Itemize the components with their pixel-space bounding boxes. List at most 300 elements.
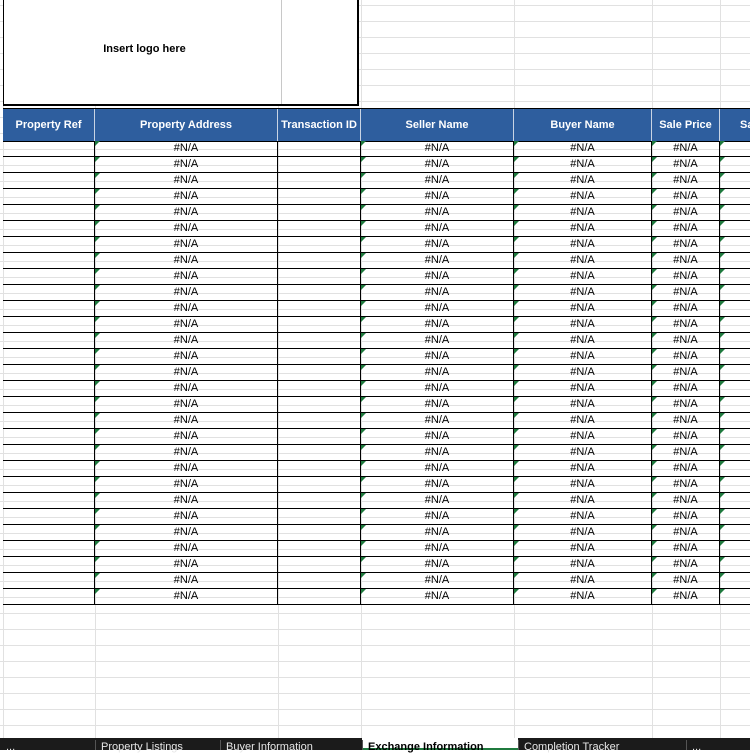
error-indicator-icon: [514, 461, 519, 466]
table-cell[interactable]: [720, 445, 750, 460]
table-cell[interactable]: [514, 589, 652, 604]
table-cell[interactable]: [3, 589, 95, 604]
table-cell[interactable]: [3, 557, 95, 572]
cell-value: #N/A: [424, 174, 450, 186]
table-cell[interactable]: [95, 541, 278, 556]
table-cell[interactable]: [720, 381, 750, 396]
table-row: [3, 285, 750, 301]
table-cell[interactable]: [95, 365, 278, 380]
table-cell[interactable]: [361, 557, 514, 572]
table-cell[interactable]: [95, 301, 278, 316]
error-indicator-icon: [514, 477, 519, 482]
table-cell[interactable]: [514, 525, 652, 540]
table-cell[interactable]: [3, 253, 95, 268]
table-cell[interactable]: [720, 189, 750, 204]
table-cell[interactable]: [3, 141, 95, 156]
table-cell[interactable]: [278, 173, 361, 188]
table-cell[interactable]: [720, 157, 750, 172]
table-cell[interactable]: [361, 541, 514, 556]
sheet-tab[interactable]: ...: [6, 741, 16, 753]
table-cell[interactable]: [3, 573, 95, 588]
error-indicator-icon: [361, 525, 366, 530]
table-cell[interactable]: [361, 141, 514, 156]
table-cell[interactable]: [720, 317, 750, 332]
gridline-horizontal: [0, 677, 750, 678]
table-cell[interactable]: [720, 461, 750, 476]
table-cell[interactable]: [3, 445, 95, 460]
table-cell[interactable]: [278, 349, 361, 364]
header-cell[interactable]: Property Ref: [3, 109, 95, 141]
header-cell[interactable]: Seller Name: [361, 109, 514, 141]
cell-value: #N/A: [673, 222, 698, 234]
header-cell[interactable]: Buyer Name: [514, 109, 652, 141]
table-cell[interactable]: [95, 573, 278, 588]
table-cell[interactable]: [95, 221, 278, 236]
table-cell[interactable]: [720, 301, 750, 316]
table-cell[interactable]: [652, 573, 720, 588]
logo-box[interactable]: [3, 0, 359, 106]
table-cell[interactable]: [278, 477, 361, 492]
table-cell[interactable]: [3, 157, 95, 172]
table-cell[interactable]: [361, 317, 514, 332]
table-cell[interactable]: [361, 381, 514, 396]
error-indicator-icon: [720, 509, 725, 514]
error-indicator-icon: [652, 525, 657, 530]
table-cell[interactable]: [361, 493, 514, 508]
table-cell[interactable]: [95, 525, 278, 540]
cell-value: #N/A: [673, 398, 698, 410]
table-cell[interactable]: [514, 173, 652, 188]
table-cell[interactable]: [720, 269, 750, 284]
table-cell[interactable]: [652, 365, 720, 380]
table-cell[interactable]: [514, 445, 652, 460]
table-cell[interactable]: [652, 589, 720, 604]
cell-value: #N/A: [173, 270, 199, 282]
cell-value: #N/A: [173, 430, 199, 442]
error-indicator-icon: [95, 557, 100, 562]
cell-value: #N/A: [570, 222, 595, 234]
table-cell[interactable]: [278, 445, 361, 460]
table-cell[interactable]: [278, 541, 361, 556]
table-cell[interactable]: [361, 413, 514, 428]
table-cell[interactable]: [361, 573, 514, 588]
table-cell[interactable]: [514, 333, 652, 348]
header-cell[interactable]: Sale Price: [652, 109, 720, 141]
table-cell[interactable]: [95, 397, 278, 412]
table-cell[interactable]: [652, 237, 720, 252]
table-cell[interactable]: [361, 365, 514, 380]
table-cell[interactable]: [514, 269, 652, 284]
table-cell[interactable]: [278, 509, 361, 524]
table-cell[interactable]: [514, 365, 652, 380]
error-indicator-icon: [361, 493, 366, 498]
table-cell[interactable]: [95, 557, 278, 572]
table-cell[interactable]: [3, 541, 95, 556]
error-indicator-icon: [652, 461, 657, 466]
table-cell[interactable]: [652, 317, 720, 332]
error-indicator-icon: [514, 253, 519, 258]
table-cell[interactable]: [95, 509, 278, 524]
table-row: [3, 381, 750, 397]
table-cell[interactable]: [361, 253, 514, 268]
table-cell[interactable]: [3, 317, 95, 332]
cell-value: #N/A: [424, 254, 450, 266]
table-cell[interactable]: [3, 365, 95, 380]
table-cell[interactable]: [95, 381, 278, 396]
table-cell[interactable]: [95, 461, 278, 476]
table-cell[interactable]: [278, 429, 361, 444]
table-cell[interactable]: [3, 349, 95, 364]
table-cell[interactable]: [361, 269, 514, 284]
cell-value: #N/A: [673, 430, 698, 442]
table-cell[interactable]: [3, 461, 95, 476]
table-cell[interactable]: [514, 477, 652, 492]
table-cell[interactable]: [278, 365, 361, 380]
table-header: [3, 108, 753, 142]
table-cell[interactable]: [514, 573, 652, 588]
table-cell[interactable]: [278, 493, 361, 508]
table-cell[interactable]: [278, 221, 361, 236]
table-cell[interactable]: [652, 493, 720, 508]
table-cell[interactable]: [720, 253, 750, 268]
error-indicator-icon: [361, 333, 366, 338]
table-cell[interactable]: [278, 317, 361, 332]
table-cell[interactable]: [720, 429, 750, 444]
table-cell[interactable]: [514, 141, 652, 156]
table-cell[interactable]: [278, 285, 361, 300]
table-cell[interactable]: [720, 173, 750, 188]
error-indicator-icon: [720, 381, 725, 386]
error-indicator-icon: [514, 429, 519, 434]
table-cell[interactable]: [652, 173, 720, 188]
table-cell[interactable]: [3, 173, 95, 188]
table-cell[interactable]: [720, 541, 750, 556]
table-cell[interactable]: [278, 333, 361, 348]
error-indicator-icon: [361, 317, 366, 322]
table-cell[interactable]: [3, 205, 95, 220]
table-cell[interactable]: [514, 493, 652, 508]
cell-value: #N/A: [673, 462, 698, 474]
error-indicator-icon: [361, 429, 366, 434]
table-cell[interactable]: [514, 301, 652, 316]
error-indicator-icon: [720, 349, 725, 354]
cell-value: #N/A: [570, 286, 595, 298]
table-cell[interactable]: [361, 301, 514, 316]
table-cell[interactable]: [720, 477, 750, 492]
table-cell[interactable]: [95, 237, 278, 252]
table-cell[interactable]: [361, 397, 514, 412]
table-cell[interactable]: [278, 253, 361, 268]
table-cell[interactable]: [720, 237, 750, 252]
error-indicator-icon: [720, 397, 725, 402]
table-cell[interactable]: [720, 349, 750, 364]
table-cell[interactable]: [278, 141, 361, 156]
table-cell[interactable]: [95, 173, 278, 188]
table-cell[interactable]: [95, 445, 278, 460]
table-cell[interactable]: [514, 349, 652, 364]
table-cell[interactable]: [652, 253, 720, 268]
error-indicator-icon: [95, 509, 100, 514]
table-cell[interactable]: [278, 397, 361, 412]
cell-value: #N/A: [570, 334, 595, 346]
table-row: [3, 141, 750, 157]
table-cell[interactable]: [514, 205, 652, 220]
table-cell[interactable]: [514, 253, 652, 268]
error-indicator-icon: [361, 253, 366, 258]
table-cell[interactable]: [652, 525, 720, 540]
table-cell[interactable]: [361, 445, 514, 460]
table-cell[interactable]: [652, 285, 720, 300]
table-row: [3, 237, 750, 253]
table-cell[interactable]: [278, 525, 361, 540]
header-cell[interactable]: Transaction ID: [278, 109, 361, 141]
error-indicator-icon: [361, 157, 366, 162]
table-cell[interactable]: [652, 205, 720, 220]
table-cell[interactable]: [514, 413, 652, 428]
table-cell[interactable]: [652, 349, 720, 364]
error-indicator-icon: [652, 509, 657, 514]
table-cell[interactable]: [278, 301, 361, 316]
table-cell[interactable]: [514, 221, 652, 236]
table-cell[interactable]: [3, 285, 95, 300]
table-cell[interactable]: [514, 461, 652, 476]
table-cell[interactable]: [514, 157, 652, 172]
error-indicator-icon: [652, 445, 657, 450]
table-cell[interactable]: [361, 525, 514, 540]
table-cell[interactable]: [3, 525, 95, 540]
table-cell[interactable]: [652, 461, 720, 476]
table-row: [3, 557, 750, 573]
tab-separator: [95, 740, 96, 750]
table-cell[interactable]: [514, 189, 652, 204]
error-indicator-icon: [361, 349, 366, 354]
table-cell[interactable]: [720, 333, 750, 348]
table-cell[interactable]: [720, 365, 750, 380]
table-cell[interactable]: [514, 237, 652, 252]
table-cell[interactable]: [361, 429, 514, 444]
cell-value: #N/A: [570, 270, 595, 282]
table-cell[interactable]: [652, 333, 720, 348]
table-cell[interactable]: [278, 557, 361, 572]
table-cell[interactable]: [720, 509, 750, 524]
table-cell[interactable]: [3, 477, 95, 492]
table-cell[interactable]: [720, 413, 750, 428]
cell-value: #N/A: [424, 574, 450, 586]
table-cell[interactable]: [652, 541, 720, 556]
cell-value: #N/A: [673, 334, 698, 346]
table-cell[interactable]: [95, 141, 278, 156]
sheet-tab[interactable]: Property Listings: [101, 741, 183, 753]
error-indicator-icon: [514, 365, 519, 370]
error-indicator-icon: [652, 205, 657, 210]
table-cell[interactable]: [3, 237, 95, 252]
header-cell[interactable]: Sa: [740, 119, 753, 131]
sheet-tab[interactable]: ...: [692, 741, 702, 753]
table-cell[interactable]: [720, 221, 750, 236]
sheet-tab[interactable]: Buyer Information: [226, 741, 313, 753]
cell-value: #N/A: [173, 254, 199, 266]
table-cell[interactable]: [3, 269, 95, 284]
cell-value: #N/A: [173, 462, 199, 474]
table-cell[interactable]: [361, 205, 514, 220]
table-cell[interactable]: [278, 269, 361, 284]
table-cell[interactable]: [514, 381, 652, 396]
table-cell[interactable]: [3, 301, 95, 316]
table-cell[interactable]: [720, 557, 750, 572]
table-cell[interactable]: [652, 141, 720, 156]
table-cell[interactable]: [720, 285, 750, 300]
table-cell[interactable]: [361, 589, 514, 604]
table-cell[interactable]: [278, 189, 361, 204]
cell-value: #N/A: [673, 366, 698, 378]
cell-value: #N/A: [570, 206, 595, 218]
table-row: [3, 365, 750, 381]
table-cell[interactable]: [3, 429, 95, 444]
table-cell[interactable]: [720, 573, 750, 588]
error-indicator-icon: [361, 301, 366, 306]
cell-value: #N/A: [173, 574, 199, 586]
table-cell[interactable]: [95, 189, 278, 204]
table-cell[interactable]: [361, 285, 514, 300]
table-cell[interactable]: [3, 509, 95, 524]
table-cell[interactable]: [361, 509, 514, 524]
table-cell[interactable]: [361, 461, 514, 476]
error-indicator-icon: [652, 365, 657, 370]
table-cell[interactable]: [3, 381, 95, 396]
table-cell[interactable]: [95, 413, 278, 428]
table-cell[interactable]: [652, 445, 720, 460]
tab-separator: [686, 740, 687, 750]
table-cell[interactable]: [720, 525, 750, 540]
table-cell[interactable]: [361, 333, 514, 348]
table-cell[interactable]: [361, 221, 514, 236]
cell-value: #N/A: [424, 366, 450, 378]
table-cell[interactable]: [361, 237, 514, 252]
table-cell[interactable]: [278, 157, 361, 172]
table-cell[interactable]: [652, 477, 720, 492]
table-cell[interactable]: [514, 317, 652, 332]
sheet-tab[interactable]: Exchange Information: [362, 738, 518, 750]
table-cell[interactable]: [95, 349, 278, 364]
table-cell[interactable]: [278, 205, 361, 220]
cell-value: #N/A: [570, 366, 595, 378]
error-indicator-icon: [514, 381, 519, 386]
table-cell[interactable]: [720, 397, 750, 412]
table-cell[interactable]: [3, 397, 95, 412]
table-cell[interactable]: [95, 477, 278, 492]
table-cell[interactable]: [361, 173, 514, 188]
cell-value: #N/A: [424, 334, 450, 346]
table-cell[interactable]: [652, 301, 720, 316]
table-cell[interactable]: [95, 253, 278, 268]
table-cell[interactable]: [278, 237, 361, 252]
table-cell[interactable]: [514, 285, 652, 300]
header-cell[interactable]: Property Address: [95, 109, 278, 141]
error-indicator-icon: [652, 493, 657, 498]
table-cell[interactable]: [361, 157, 514, 172]
error-indicator-icon: [720, 445, 725, 450]
table-cell[interactable]: [652, 413, 720, 428]
table-cell[interactable]: [652, 429, 720, 444]
table-body: [3, 141, 750, 605]
table-cell[interactable]: [361, 349, 514, 364]
table-row: [3, 173, 750, 189]
error-indicator-icon: [95, 413, 100, 418]
error-indicator-icon: [514, 173, 519, 178]
table-cell[interactable]: [3, 413, 95, 428]
table-cell[interactable]: [361, 189, 514, 204]
cell-value: #N/A: [570, 558, 595, 570]
table-cell[interactable]: [652, 221, 720, 236]
table-cell[interactable]: [3, 189, 95, 204]
error-indicator-icon: [514, 349, 519, 354]
table-cell[interactable]: [652, 189, 720, 204]
table-cell[interactable]: [3, 493, 95, 508]
cell-value: #N/A: [673, 542, 698, 554]
table-cell[interactable]: [278, 381, 361, 396]
table-cell[interactable]: [720, 589, 750, 604]
table-cell[interactable]: [278, 413, 361, 428]
error-indicator-icon: [95, 573, 100, 578]
table-cell[interactable]: [95, 493, 278, 508]
table-cell[interactable]: [278, 573, 361, 588]
error-indicator-icon: [652, 173, 657, 178]
error-indicator-icon: [95, 189, 100, 194]
table-cell[interactable]: [652, 557, 720, 572]
table-cell[interactable]: [652, 157, 720, 172]
table-cell[interactable]: [95, 269, 278, 284]
table-cell[interactable]: [278, 589, 361, 604]
table-cell[interactable]: [3, 333, 95, 348]
cell-value: #N/A: [173, 286, 199, 298]
table-cell[interactable]: [720, 141, 750, 156]
sheet-tab[interactable]: Completion Tracker: [524, 741, 620, 753]
table-cell[interactable]: [514, 429, 652, 444]
gridline-horizontal: [0, 693, 750, 694]
table-cell[interactable]: [3, 221, 95, 236]
table-cell[interactable]: [514, 557, 652, 572]
error-indicator-icon: [95, 205, 100, 210]
table-cell[interactable]: [95, 333, 278, 348]
tab-separator: [518, 740, 519, 750]
cell-value: #N/A: [424, 462, 450, 474]
cell-value: #N/A: [173, 398, 199, 410]
table-cell[interactable]: [514, 509, 652, 524]
table-cell[interactable]: [95, 157, 278, 172]
cell-value: #N/A: [424, 222, 450, 234]
table-cell[interactable]: [514, 397, 652, 412]
table-cell[interactable]: [652, 509, 720, 524]
table-cell[interactable]: [652, 397, 720, 412]
table-cell[interactable]: [514, 541, 652, 556]
table-cell[interactable]: [95, 285, 278, 300]
table-cell[interactable]: [95, 317, 278, 332]
table-cell[interactable]: [652, 269, 720, 284]
cell-value: #N/A: [173, 414, 199, 426]
table-cell[interactable]: [278, 461, 361, 476]
table-cell[interactable]: [361, 477, 514, 492]
table-cell[interactable]: [95, 205, 278, 220]
cell-value: #N/A: [673, 302, 698, 314]
error-indicator-icon: [361, 285, 366, 290]
table-cell[interactable]: [652, 381, 720, 396]
cell-value: #N/A: [173, 542, 199, 554]
table-cell[interactable]: [95, 429, 278, 444]
table-cell[interactable]: [720, 493, 750, 508]
table-cell[interactable]: [720, 205, 750, 220]
table-cell[interactable]: [95, 589, 278, 604]
cell-value: #N/A: [570, 318, 595, 330]
